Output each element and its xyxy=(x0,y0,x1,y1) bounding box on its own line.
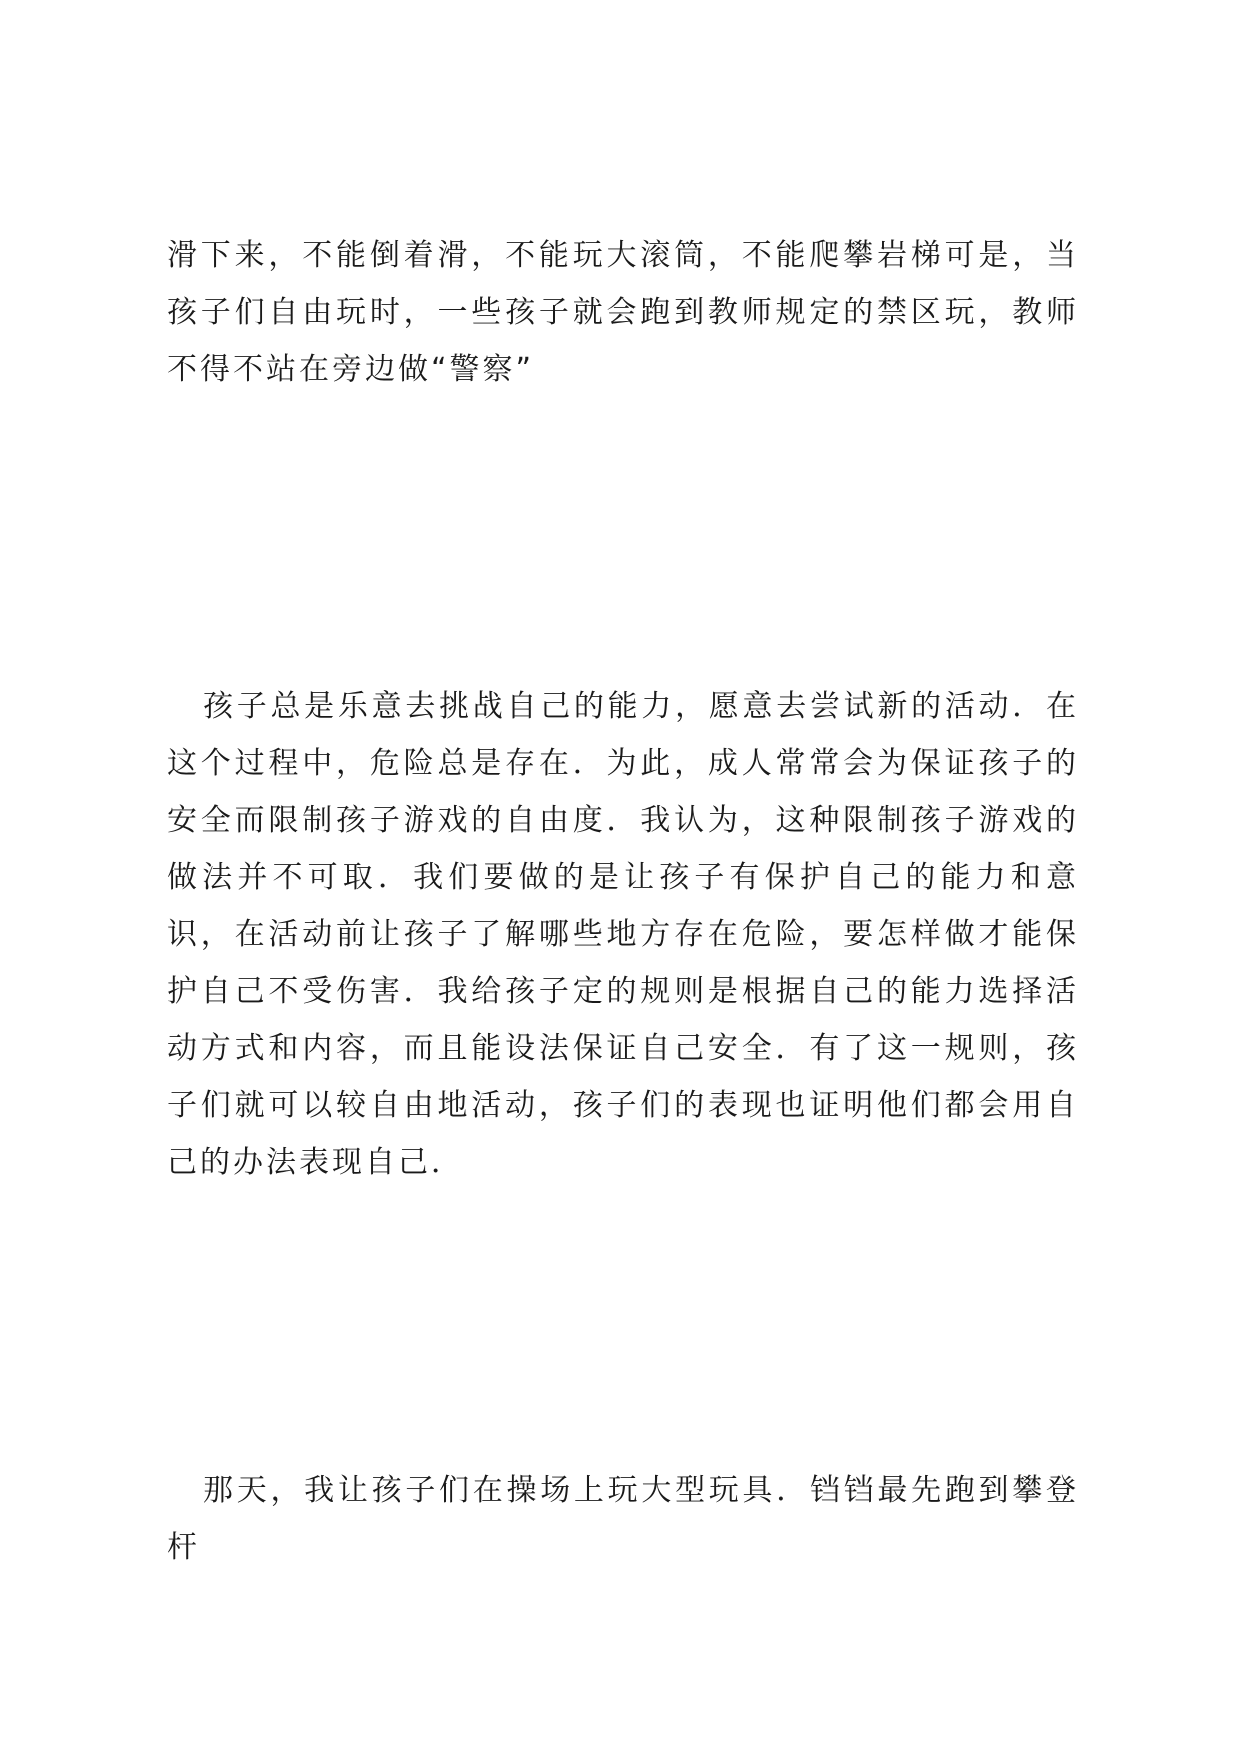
paragraph-safety-rules: 孩子总是乐意去挑战自己的能力，愿意去尝试新的活动．在这个过程中，危险总是存在．为此，成人常常会为保证孩子的安全而限制孩子游戏的自由度．我认为，这种限制孩子游戏的做法并不可取．我们要做的是让孩子有保护自己的能力和意识，在活动前让孩子了解哪些地方存在危险，要怎样做才能保护自己不受伤害．我给孩子定的规则是根据自己的能力选择活动方式和内容，而且能设法保证自己安全．有了这一规则，孩子们就可以较自由地活动，孩子们的表现也证明他们都会用自己的办法表现自己． xyxy=(167,689,1079,1180)
paragraph-continuation: 滑下来，不能倒着滑，不能玩大滚筒，不能爬攀岩梯可是，当孩子们自由玩时，一些孩子就会跑到教师规定的禁区玩，教师不得不站在旁边做“警察” xyxy=(167,238,1079,387)
paragraph-playground: 那天，我让孩子们在操场上玩大型玩具．铛铛最先跑到攀登杆 xyxy=(167,1473,1079,1565)
